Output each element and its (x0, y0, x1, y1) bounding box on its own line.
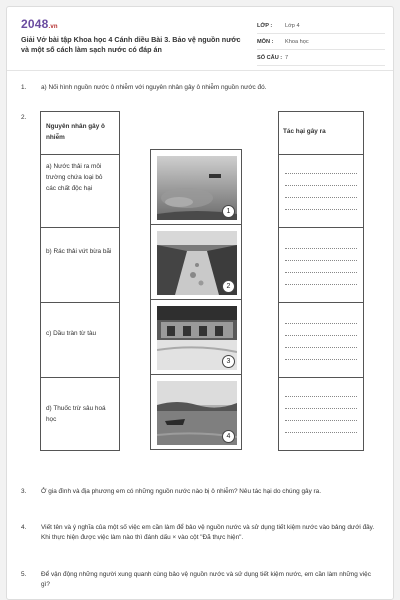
effect-cell-a (278, 154, 364, 228)
cause-cell-a: a) Nước thải ra môi trường chứa loại bỏ các chất độc hại (40, 154, 120, 228)
river-boat-photo: 4 (157, 381, 237, 445)
question-3: 3. Ở gia đình và địa phương em có những nguồn nước nào bị ô nhiễm? Nêu tác hại do chúng gây ra. (21, 488, 322, 495)
document-page (6, 6, 394, 600)
garbage-canal-photo: 2 (157, 231, 237, 295)
question-2: 2. (21, 114, 27, 121)
image-cell-3 (150, 299, 242, 375)
meta-row-question-count: SỐ CÂU : 7 (257, 50, 385, 66)
effect-cell-d (278, 377, 364, 451)
effect-cell-b (278, 227, 364, 303)
dam-wastewater-photo: 3 (157, 306, 237, 370)
image-cell-1 (150, 149, 242, 225)
question-5: 5. Để vận động những người xung quanh cùng bảo vệ nguồn nước và sử dụng tiết kiệm nước, em cần làm những việc gì? (21, 571, 371, 588)
page-header (7, 7, 394, 71)
cause-header-cell: Nguyên nhân gây ô nhiễm (40, 111, 120, 155)
meta-row-subject: MÔN : Khoa học (257, 34, 385, 50)
effect-cell-c (278, 302, 364, 378)
meta-row-class: LỚP : Lớp 4 (257, 18, 385, 34)
water-pollution-photo: 1 (157, 156, 237, 220)
effect-header-cell: Tác hại gây ra (278, 111, 364, 155)
meta-info (257, 18, 385, 66)
image-cell-2 (150, 224, 242, 300)
question-4: 4. Viết tên và ý nghĩa của một số việc em cần làm để bảo vệ nguồn nước và sử dụng tiết kiệm nước vào bảng dưới đây. Khi thực hiện được việc làm nào thì đánh dấu × vào cột "Đã thực hiện". (21, 524, 375, 541)
site-logo[interactable]: 2048.vn (21, 17, 58, 31)
cause-cell-b: b) Rác thải vứt bừa bãi (40, 227, 120, 303)
question-1: 1. a) Nối hình nguồn nước ô nhiễm với nguyên nhân gây ô nhiễm nguồn nước đó. (21, 84, 267, 91)
page-title: Giải Vở bài tập Khoa học 4 Cánh diều Bài 3. Bảo vệ nguồn nước và một số cách làm sạch nước có đáp án (21, 35, 241, 54)
image-cell-4 (150, 374, 242, 450)
cause-cell-d: d) Thuốc trừ sâu hoá học (40, 377, 120, 451)
cause-cell-c: c) Dầu tràn từ tàu (40, 302, 120, 378)
